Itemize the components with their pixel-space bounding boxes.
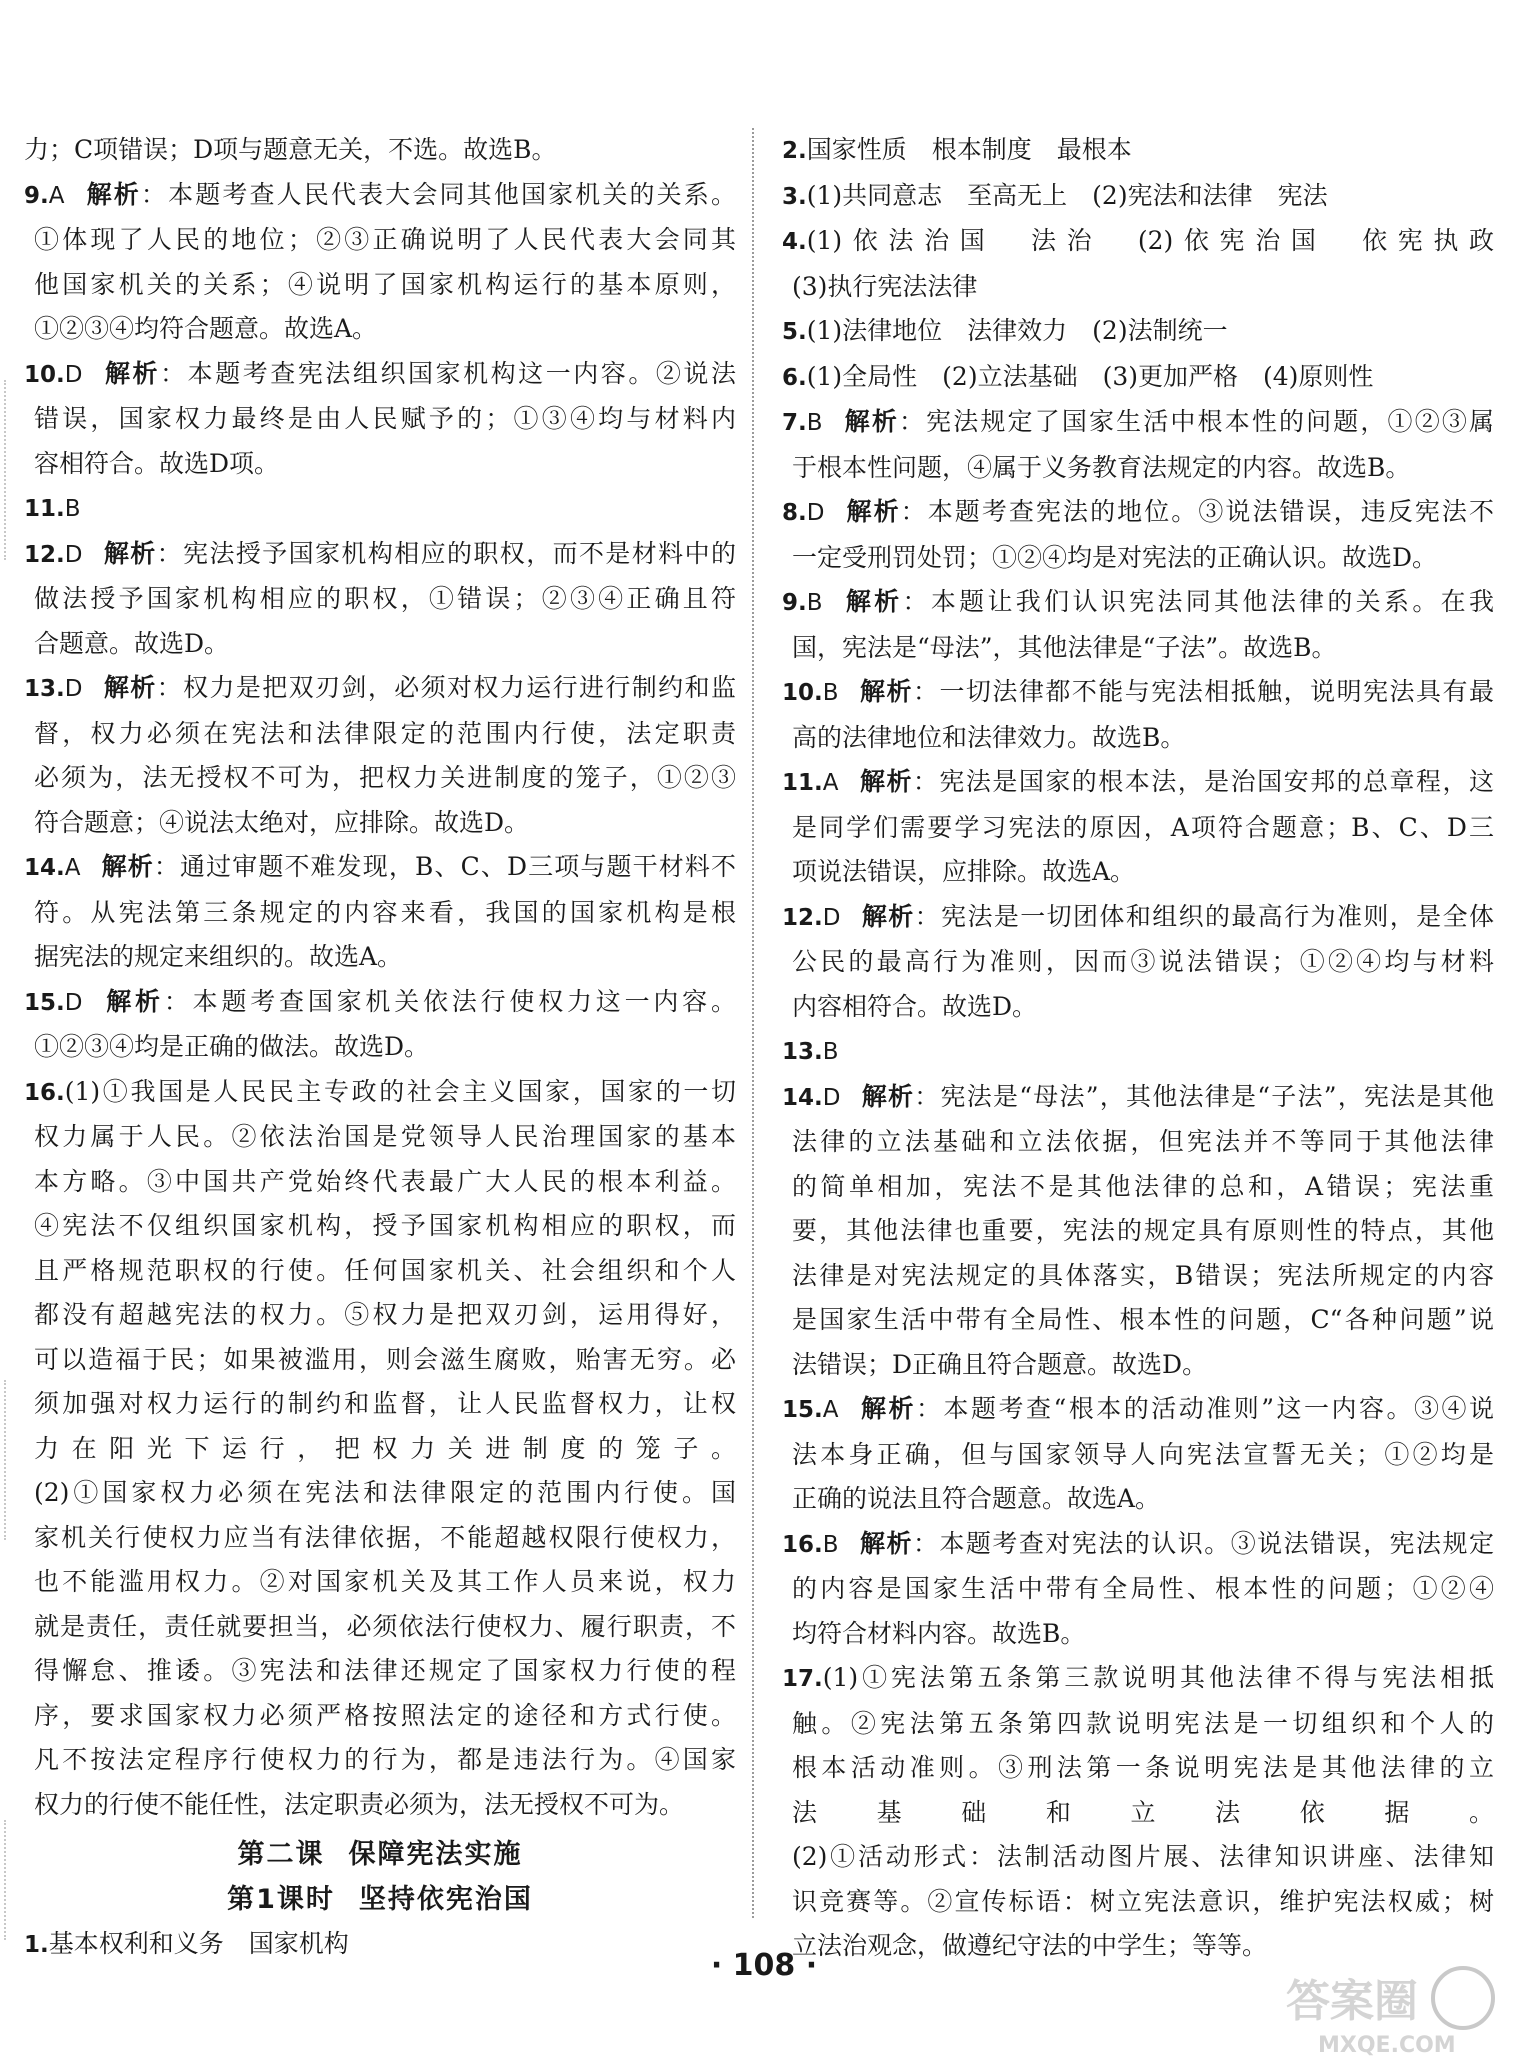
answer-line	[24, 1070, 736, 1116]
answer-choice: B	[822, 1039, 839, 1065]
answer-text: 符合题意；④说法太绝对，应排除。故选D。	[34, 807, 530, 837]
answer-line	[24, 801, 736, 846]
answer-text: 督，权力必须在宪法和法律限定的范围内行使，法定职责	[34, 718, 736, 748]
answer-line	[782, 446, 1494, 491]
question-number: 16.	[782, 1531, 823, 1558]
column-divider	[752, 128, 754, 1918]
answer-text: 本题让我们认识宪法同其他法律的关系。在我	[930, 587, 1494, 616]
answer-line	[24, 397, 736, 442]
answer-text: (1)①我国是人民民主专政的社会主义国家，国家的一切	[64, 1076, 736, 1106]
answer-item	[782, 895, 1494, 1030]
answer-line	[24, 1694, 736, 1739]
answer-line: 14.D 解析：宪法是“母法”，其他法律是“子法”，宪法是其他	[782, 1081, 1494, 1111]
answer-text: 都没有超越宪法的权力。⑤权力是把双刃剑，运用得好，	[34, 1300, 736, 1329]
analysis-tag: 解析	[860, 901, 915, 931]
answer-line: 16.B 解析：本题考查对宪法的认识。③说法错误，宪法规定	[782, 1528, 1494, 1558]
question-number: 15.	[782, 1397, 823, 1423]
answer-text: (1)共同意志 至高无上 (2)宪法和法律 宪法	[806, 180, 1328, 210]
answer-text: 宪法规定了国家生活中根本性的问题，①②③属	[926, 407, 1494, 436]
answer-item	[24, 352, 736, 487]
answer-text: 本题考查宪法组织国家机构这一内容。②说法	[187, 358, 736, 388]
answer-text: 可以造福于民；如果被滥用，则会滋生腐败，贻害无穷。必	[34, 1344, 736, 1374]
answer-text: 本题考查宪法的地位。③说法错误，违反宪法不	[927, 497, 1494, 526]
answer-line	[24, 218, 736, 263]
analysis-tag: 解析	[858, 677, 913, 706]
question-number: 14.	[782, 1084, 823, 1111]
question-number: 14.	[24, 855, 65, 881]
answer-line	[24, 1560, 736, 1605]
answer-line: 14.A 解析：通过审题不难发现，B、C、D三项与题干材料不	[24, 852, 736, 881]
answer-line	[782, 1298, 1494, 1343]
answer-line	[24, 1471, 736, 1516]
answer-text: 权力的行使不能任性，法定职责必须为，法无授权不可为。	[34, 1789, 685, 1819]
answer-line	[782, 985, 1494, 1030]
answer-line: 10.B 解析：一切法律都不能与宪法相抵触，说明宪法具有最	[782, 677, 1494, 706]
binding-margin-mark	[4, 1820, 6, 1940]
question-number: 11.	[24, 496, 65, 522]
question-number: 12.	[24, 541, 65, 568]
answer-text: 于根本性问题，④属于义务教育法规定的内容。故选B。	[792, 452, 1411, 482]
answer-choice: B	[806, 410, 823, 436]
answer-line	[24, 1516, 736, 1561]
answer-text: 法律的立法基础和立法依据，但宪法并不等同于其他法律	[792, 1127, 1494, 1156]
left-answer-list	[24, 128, 736, 1827]
watermark-url: MXQE.COM	[1318, 2033, 1456, 2058]
answer-line	[24, 756, 736, 801]
answer-choice: A	[64, 855, 81, 881]
question-number: 7.	[782, 410, 807, 436]
answer-line	[782, 1567, 1494, 1612]
question-number: 16.	[24, 1079, 65, 1106]
answer-line	[782, 1120, 1494, 1165]
answer-line	[24, 1025, 736, 1070]
answer-line	[782, 265, 1494, 310]
answer-text: 本题考查“根本的活动准则”这一内容。③④说	[943, 1394, 1494, 1423]
answer-choice: B	[64, 496, 81, 522]
analysis-tag: 解析	[860, 1081, 915, 1111]
answer-item	[24, 666, 736, 845]
answer-line	[782, 1477, 1494, 1522]
lesson-title	[24, 1833, 736, 1878]
answer-line	[782, 716, 1494, 761]
answer-line	[24, 128, 736, 173]
answer-text: 内容相符合。故选D。	[792, 991, 1038, 1021]
answer-line	[782, 128, 1494, 174]
answer-text: 要，其他法律也重要，宪法的规定具有原则性的特点，其他	[792, 1216, 1494, 1245]
answer-text: 凡不按法定程序行使权力的行为，都是违法行为。④国家	[34, 1745, 736, 1774]
answer-item	[782, 309, 1494, 355]
answer-text: 法基础和立法依据。	[792, 1797, 1494, 1827]
answer-line	[24, 1204, 736, 1249]
answer-text: 是同学们需要学习宪法的原因，A项符合题意；B、C、D三	[792, 812, 1494, 842]
section-number: 第1课时	[227, 1883, 335, 1915]
answer-text: 识竞赛等。②宣传标语：树立宪法意识，维护宪法权威；树	[792, 1886, 1494, 1916]
right-column	[782, 128, 1494, 1969]
answer-item	[782, 1387, 1494, 1522]
answer-text: (2)①国家权力必须在宪法和法律限定的范围内行使。国	[34, 1478, 736, 1507]
answer-text: 他国家机关的关系；④说明了国家机构运行的基本原则，	[34, 269, 736, 299]
answer-text: (1)①宪法第五条第三款说明其他法律不得与宪法相抵	[822, 1663, 1494, 1692]
answer-text: 宪法是“母法”，其他法律是“子法”，宪法是其他	[940, 1081, 1494, 1111]
answer-text: ①②③④均符合题意。故选A。	[34, 314, 378, 343]
question-number: 1.	[24, 1932, 49, 1958]
answer-text: (1)法律地位 法律效力 (2)法制统一	[806, 316, 1228, 345]
answer-line	[24, 263, 736, 308]
answer-text: 国，宪法是“母法”，其他法律是“子法”。故选B。	[792, 632, 1337, 662]
answer-line	[24, 442, 736, 487]
answer-text: 均符合材料内容。故选B。	[792, 1618, 1086, 1648]
answer-item	[782, 490, 1494, 580]
answer-line	[782, 1209, 1494, 1254]
answer-item	[782, 400, 1494, 490]
question-number: 2.	[782, 138, 807, 164]
answer-line	[24, 486, 736, 532]
watermark-text: 答案圈	[1286, 1976, 1418, 2027]
question-number: 13.	[24, 676, 65, 702]
answer-line	[24, 1338, 736, 1383]
section-title	[24, 1878, 736, 1923]
answer-line	[782, 1656, 1494, 1702]
answer-text: 序，要求国家权力必须严格按照法定的途径和方式行使。	[34, 1700, 736, 1730]
answer-choice: A	[822, 1397, 839, 1423]
answer-text: 一切法律都不能与宪法相抵触，说明宪法具有最	[939, 677, 1494, 706]
left-column	[24, 128, 736, 1968]
answer-text: 据宪法的规定来组织的。故选A。	[34, 942, 403, 971]
answer-text: 且严格规范职权的行使。任何国家机关、社会组织和个人	[34, 1255, 736, 1285]
answer-line: 7.B 解析：宪法规定了国家生活中根本性的问题，①②③属	[782, 407, 1494, 436]
question-number: 12.	[782, 904, 823, 931]
answer-line: 15.A 解析：本题考查“根本的活动准则”这一内容。③④说	[782, 1394, 1494, 1423]
answer-item	[24, 486, 736, 532]
answer-line: 15.D 解析：本题考查国家机关依法行使权力这一内容。	[24, 986, 736, 1016]
answer-text: 一定受刑罚处罚；①②④均是对宪法的正确认识。故选D。	[792, 542, 1438, 572]
question-number: 17.	[782, 1666, 823, 1692]
question-number: 8.	[782, 500, 807, 526]
answer-item	[782, 355, 1494, 401]
page-number: · 108 ·	[710, 1948, 818, 1983]
analysis-tag: 解析	[102, 358, 161, 388]
answer-choice: B	[806, 590, 823, 616]
question-number: 11.	[782, 770, 823, 796]
answer-item	[782, 1029, 1494, 1075]
answer-item	[782, 1075, 1494, 1388]
answer-line: 10.D 解析：本题考查宪法组织国家机构这一内容。②说法	[24, 358, 736, 388]
answer-line	[782, 626, 1494, 671]
answer-text: 触。②宪法第五条第四款说明宪法是一切组织和个人的	[792, 1708, 1494, 1738]
analysis-tag: 解析	[102, 538, 157, 568]
answer-item	[24, 980, 736, 1070]
answer-text: 本方略。③中国共产党始终代表最广大人民的根本利益。	[34, 1166, 736, 1196]
answer-choice: A	[48, 182, 65, 209]
answer-line	[24, 1649, 736, 1694]
answer-text: 法本身正确，但与国家领导人向宪法宣誓无关；①②均是	[792, 1439, 1494, 1469]
answer-line	[782, 1746, 1494, 1791]
answer-line	[782, 536, 1494, 581]
answer-choice: B	[822, 680, 839, 706]
answer-text: 必须为，法无授权不可为，把权力关进制度的笼子，①②③	[34, 763, 736, 792]
answer-text: 家机关行使权力应当有法律依据，不能超越权限行使权力，	[34, 1522, 736, 1552]
answer-item	[24, 532, 736, 667]
answer-text: 宪法是一切团体和组织的最高行为准则，是全体	[941, 901, 1494, 931]
answer-line	[24, 1249, 736, 1294]
answer-text: 项说法错误，应排除。故选A。	[792, 857, 1136, 886]
answer-text: 本题考查国家机关依法行使权力这一内容。	[192, 986, 736, 1016]
answer-item	[782, 580, 1494, 670]
answer-item	[782, 1522, 1494, 1657]
analysis-tag: 解析	[102, 673, 157, 702]
analysis-tag: 解析	[842, 407, 899, 436]
answer-line: 9.B 解析：本题让我们认识宪法同其他法律的关系。在我	[782, 587, 1494, 616]
answer-choice: D	[64, 676, 83, 702]
answer-text: 就是责任，责任就要担当，必须依法行使权力、履行职责，不	[34, 1611, 736, 1641]
answer-line	[24, 935, 736, 980]
answer-line	[782, 355, 1494, 401]
answer-line	[24, 1293, 736, 1338]
watermark-logo	[1278, 1958, 1508, 2058]
answer-text: 法律是对宪法规定的具体落实，B错误；宪法所规定的内容	[792, 1260, 1494, 1290]
answer-text: 宪法授予国家机构相应的职权，而不是材料中的	[183, 538, 736, 568]
answer-line	[24, 1427, 736, 1472]
answer-item	[782, 760, 1494, 895]
answer-choice: B	[822, 1531, 839, 1558]
analysis-tag: 解析	[844, 497, 901, 526]
answer-text: 本题考查对宪法的认识。③说法错误，宪法规定	[939, 1528, 1494, 1558]
answer-line: 13.D 解析：权力是把双刃剑，必须对权力运行进行制约和监	[24, 673, 736, 702]
question-number: 5.	[782, 319, 807, 345]
right-answer-list	[782, 128, 1494, 1969]
binding-margin-mark	[4, 1380, 6, 1540]
analysis-tag: 解析	[100, 852, 154, 881]
answer-line	[24, 577, 736, 622]
answer-text: 权力属于人民。②依法治国是党领导人民治理国家的基本	[34, 1122, 736, 1151]
answer-item	[24, 1070, 736, 1828]
answer-text: 合题意。故选D。	[34, 628, 230, 658]
answer-text: 公民的最高行为准则，因而③说法错误；①②④均与材料	[792, 947, 1494, 976]
answer-line: 8.D 解析：本题考查宪法的地位。③说法错误，违反宪法不	[782, 497, 1494, 526]
answer-text: (2)①活动形式：法制活动图片展、法律知识讲座、法律知	[792, 1842, 1494, 1871]
answer-line	[24, 891, 736, 936]
answer-line	[24, 1382, 736, 1427]
question-number: 4.	[782, 229, 807, 255]
answer-text: 法错误；D正确且符合题意。故选D。	[792, 1349, 1208, 1379]
question-number: 10.	[24, 361, 65, 388]
answer-line	[782, 1791, 1494, 1836]
answer-item	[782, 670, 1494, 760]
answer-line: 11.A 解析：宪法是国家的根本法，是治国安邦的总章程，这	[782, 767, 1494, 796]
answer-item	[24, 845, 736, 980]
answer-text: 立法治观念，做遵纪守法的中学生；等等。	[792, 1931, 1268, 1960]
answer-text: 通过审题不难发现，B、C、D三项与题干材料不	[179, 852, 736, 881]
answer-text: 是国家生活中带有全局性、根本性的问题，C“各种问题”说	[792, 1305, 1494, 1334]
answer-line	[782, 940, 1494, 985]
question-number: 3.	[782, 183, 807, 210]
answer-text: ④宪法不仅组织国家机构，授予国家机构相应的职权，而	[34, 1211, 736, 1240]
answer-item	[782, 128, 1494, 174]
answer-line	[24, 1783, 736, 1828]
answer-line: 12.D 解析：宪法授予国家机构相应的职权，而不是材料中的	[24, 538, 736, 568]
analysis-tag: 解析	[842, 587, 903, 616]
analysis-tag: 解析	[84, 179, 141, 209]
answer-text: 本题考查人民代表大会同其他国家机关的关系。	[168, 179, 736, 209]
answer-text: 须加强对权力运行的制约和监督，让人民监督权力，让权	[34, 1389, 736, 1418]
answer-item	[24, 128, 736, 173]
answer-line	[782, 806, 1494, 851]
lesson-name: 保障宪法实施	[348, 1839, 523, 1870]
answer-line	[782, 309, 1494, 355]
answer-text: 的简单相加，宪法不是其他法律的总和，A错误；宪法重	[792, 1171, 1494, 1201]
answer-line	[782, 1165, 1494, 1210]
answer-text: 的内容是国家生活中带有全局性、根本性的问题；①②④	[792, 1574, 1494, 1603]
answer-choice: D	[64, 361, 83, 388]
answer-line	[782, 174, 1494, 220]
binding-margin-mark	[4, 380, 6, 560]
answer-text: ①②③④均是正确的做法。故选D。	[34, 1032, 430, 1061]
analysis-tag: 解析	[858, 1394, 916, 1423]
answer-choice: A	[822, 770, 839, 796]
answer-line	[782, 219, 1494, 265]
answer-line	[24, 1605, 736, 1650]
answer-line	[24, 712, 736, 757]
answer-line	[782, 1612, 1494, 1657]
answer-choice: D	[822, 904, 841, 931]
answer-text: (3)执行宪法法律	[792, 271, 978, 301]
question-number: 10.	[782, 680, 823, 706]
analysis-tag: 解析	[858, 1528, 913, 1558]
answer-item	[24, 173, 736, 352]
answer-line: 9.A 解析：本题考查人民代表大会同其他国家机关的关系。	[24, 179, 736, 209]
answer-item	[782, 219, 1494, 309]
answer-text: 根本活动准则。③刑法第一条说明宪法是其他法律的立	[792, 1753, 1494, 1782]
section-name: 坚持依宪治国	[358, 1883, 533, 1915]
answer-text: 符。从宪法第三条规定的内容来看，我国的国家机构是根	[34, 897, 736, 927]
answer-line	[24, 1738, 736, 1783]
answer-line	[24, 1115, 736, 1160]
answer-line: 12.D 解析：宪法是一切团体和组织的最高行为准则，是全体	[782, 901, 1494, 931]
answer-text: ①体现了人民的地位；②③正确说明了人民代表大会同其	[34, 225, 736, 254]
answer-line	[782, 850, 1494, 895]
lesson-number: 第二课	[237, 1839, 325, 1870]
answer-text: 权力是把双刃剑，必须对权力运行进行制约和监	[183, 673, 736, 702]
answer-line	[782, 1880, 1494, 1925]
answer-text: 国家性质 根本制度 最根本	[806, 135, 1132, 164]
answer-text: (1)全局性 (2)立法基础 (3)更加严格 (4)原则性	[806, 361, 1374, 391]
answer-line	[782, 1433, 1494, 1478]
answer-line	[24, 622, 736, 667]
answer-text: 错误，国家权力最终是由人民赋予的；①③④均与材料内	[34, 404, 736, 433]
question-number: 9.	[24, 182, 49, 209]
question-number: 15.	[24, 989, 65, 1016]
answer-text: 做法授予国家机构相应的职权，①错误；②③④正确且符	[34, 584, 736, 613]
answer-item	[782, 174, 1494, 220]
answer-choice: D	[64, 989, 83, 1016]
answer-choice: D	[822, 1084, 841, 1111]
answer-line	[782, 1835, 1494, 1880]
answer-line	[782, 1702, 1494, 1747]
answer-choice: D	[806, 500, 825, 526]
answer-text: 正确的说法且符合题意。故选A。	[792, 1484, 1161, 1513]
answer-line	[24, 1160, 736, 1205]
analysis-tag: 解析	[858, 767, 913, 796]
analysis-tag: 解析	[102, 986, 164, 1016]
question-number: 13.	[782, 1039, 823, 1065]
answer-text: 宪法是国家的根本法，是治国安邦的总章程，这	[939, 767, 1494, 796]
question-number: 9.	[782, 590, 807, 616]
answer-text: 得懈怠、推诿。③宪法和法律还规定了国家权力行使的程	[34, 1656, 736, 1685]
answer-text: 力；C项错误；D项与题意无关，不选。故选B。	[24, 135, 557, 164]
answer-text: (1)依法治国 法治 (2)依宪治国 依宪执政	[806, 226, 1494, 255]
answer-text: 也不能滥用权力。②对国家机关及其工作人员来说，权力	[34, 1567, 736, 1596]
answer-text: 容相符合。故选D项。	[34, 448, 280, 478]
answer-line	[24, 307, 736, 352]
answer-text: 基本权利和义务 国家机构	[48, 1929, 349, 1958]
answer-text: 高的法律地位和法律效力。故选B。	[792, 722, 1186, 752]
answer-item	[782, 1656, 1494, 1969]
question-number: 6.	[782, 364, 807, 391]
answer-text: 力在阳光下运行，把权力关进制度的笼子。	[34, 1433, 736, 1463]
answer-line	[782, 1343, 1494, 1388]
answer-choice: D	[64, 541, 83, 568]
answer-line	[782, 1029, 1494, 1075]
answer-line	[782, 1254, 1494, 1299]
